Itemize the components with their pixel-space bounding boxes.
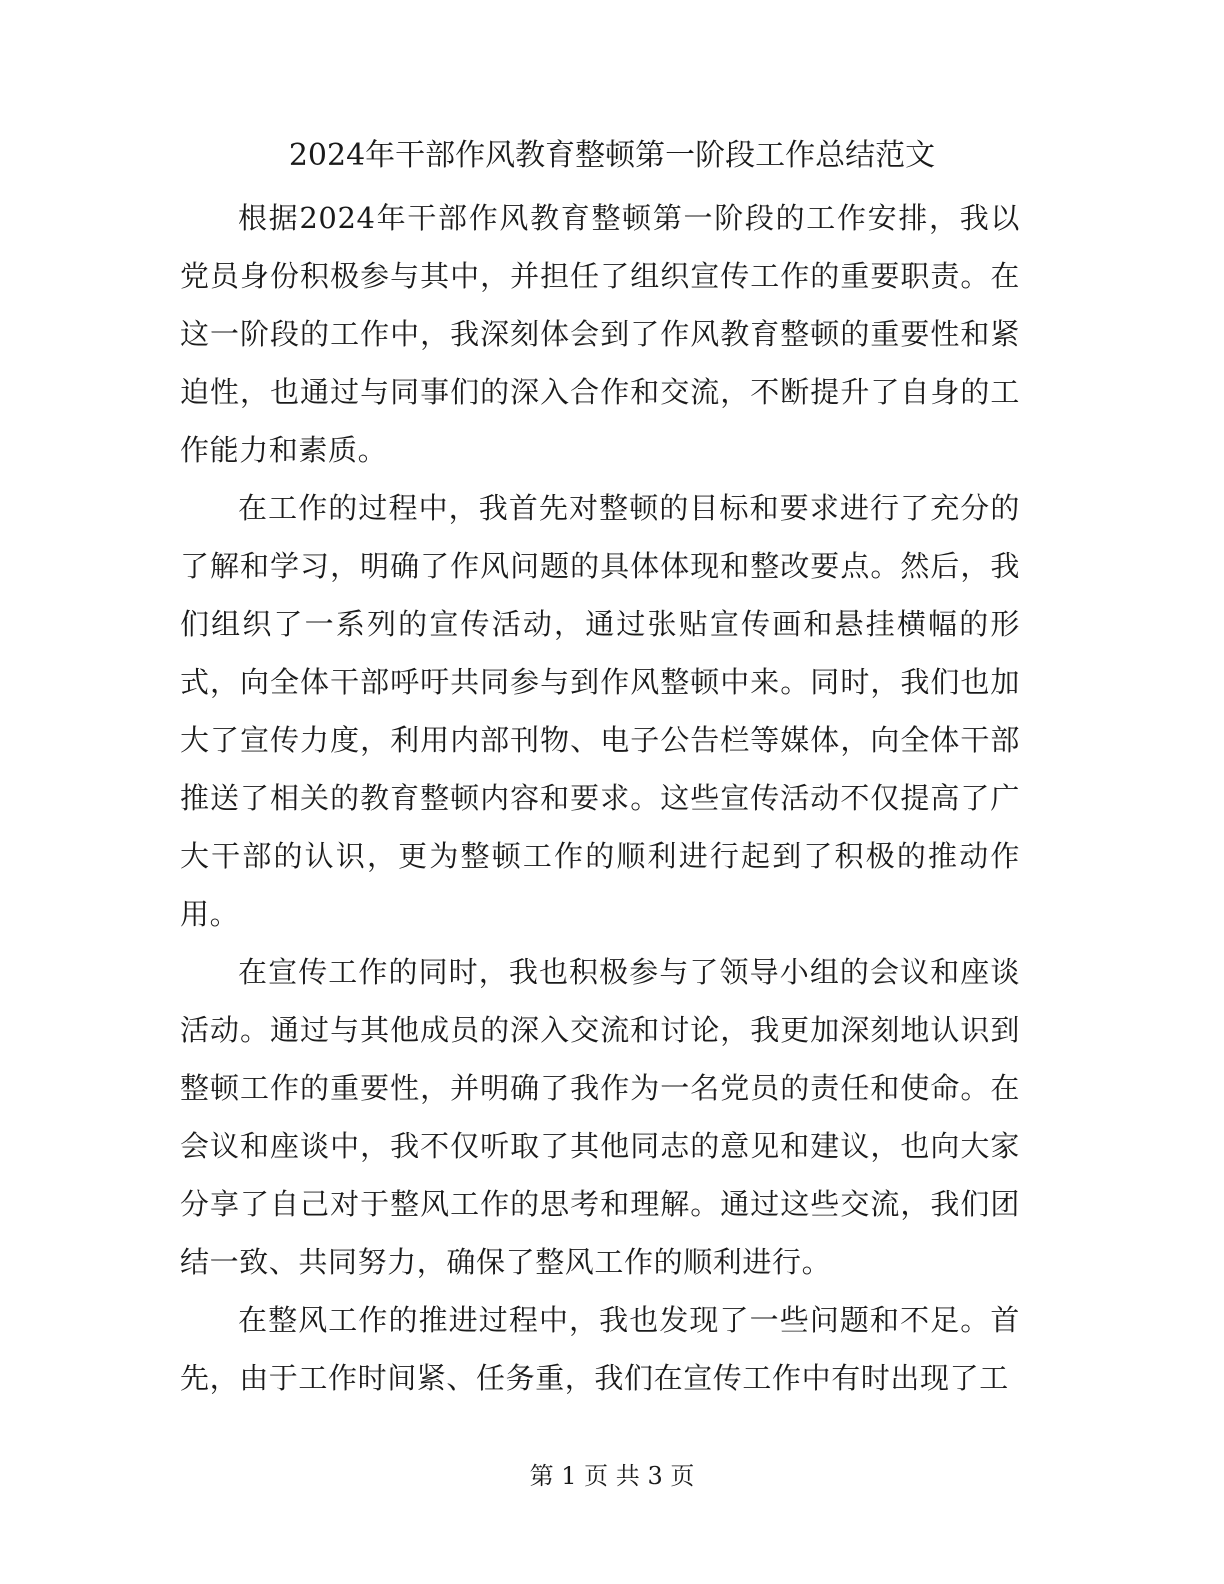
paragraph-3: 在宣传工作的同时，我也积极参与了领导小组的会议和座谈活动。通过与其他成员的深入交流和讨论，我更加深刻地认识到整顿工作的重要性，并明确了我作为一名党员的责任和使命。在会议和座谈中，我不仅听取了其他同志的意见和建议，也向大家分享了自己对于整风工作的思考和理解。通过这些交流，我们团结一致、共同努力，确保了整风工作的顺利进行。 — [180, 955, 1020, 1279]
document-body — [180, 189, 1020, 1407]
paragraph-1: 根据2024年干部作风教育整顿第一阶段的工作安排，我以党员身份积极参与其中，并担任了组织宣传工作的重要职责。在这一阶段的工作中，我深刻体会到了作风教育整顿的重要性和紧迫性，也通过与同事们的深入合作和交流，不断提升了自身的工作能力和素质。 — [180, 201, 1020, 467]
paragraph-2: 在工作的过程中，我首先对整顿的目标和要求进行了充分的了解和学习，明确了作风问题的具体体现和整改要点。然后，我们组织了一系列的宣传活动，通过张贴宣传画和悬挂横幅的形式，向全体干部呼吁共同参与到作风整顿中来。同时，我们也加大了宣传力度，利用内部刊物、电子公告栏等媒体，向全体干部推送了相关的教育整顿内容和要求。这些宣传活动不仅提高了广大干部的认识，更为整顿工作的顺利进行起到了积极的推动作用。 — [180, 491, 1020, 931]
document-title: 2024年干部作风教育整顿第一阶段工作总结范文 — [288, 138, 936, 173]
page-number-label: 第 1 页 共 3 页 — [529, 1462, 695, 1490]
paragraph-4: 在整风工作的推进过程中，我也发现了一些问题和不足。首先，由于工作时间紧、任务重，我们在宣传工作中有时出现了工 — [180, 1303, 1020, 1395]
page-footer — [0, 1460, 1224, 1492]
